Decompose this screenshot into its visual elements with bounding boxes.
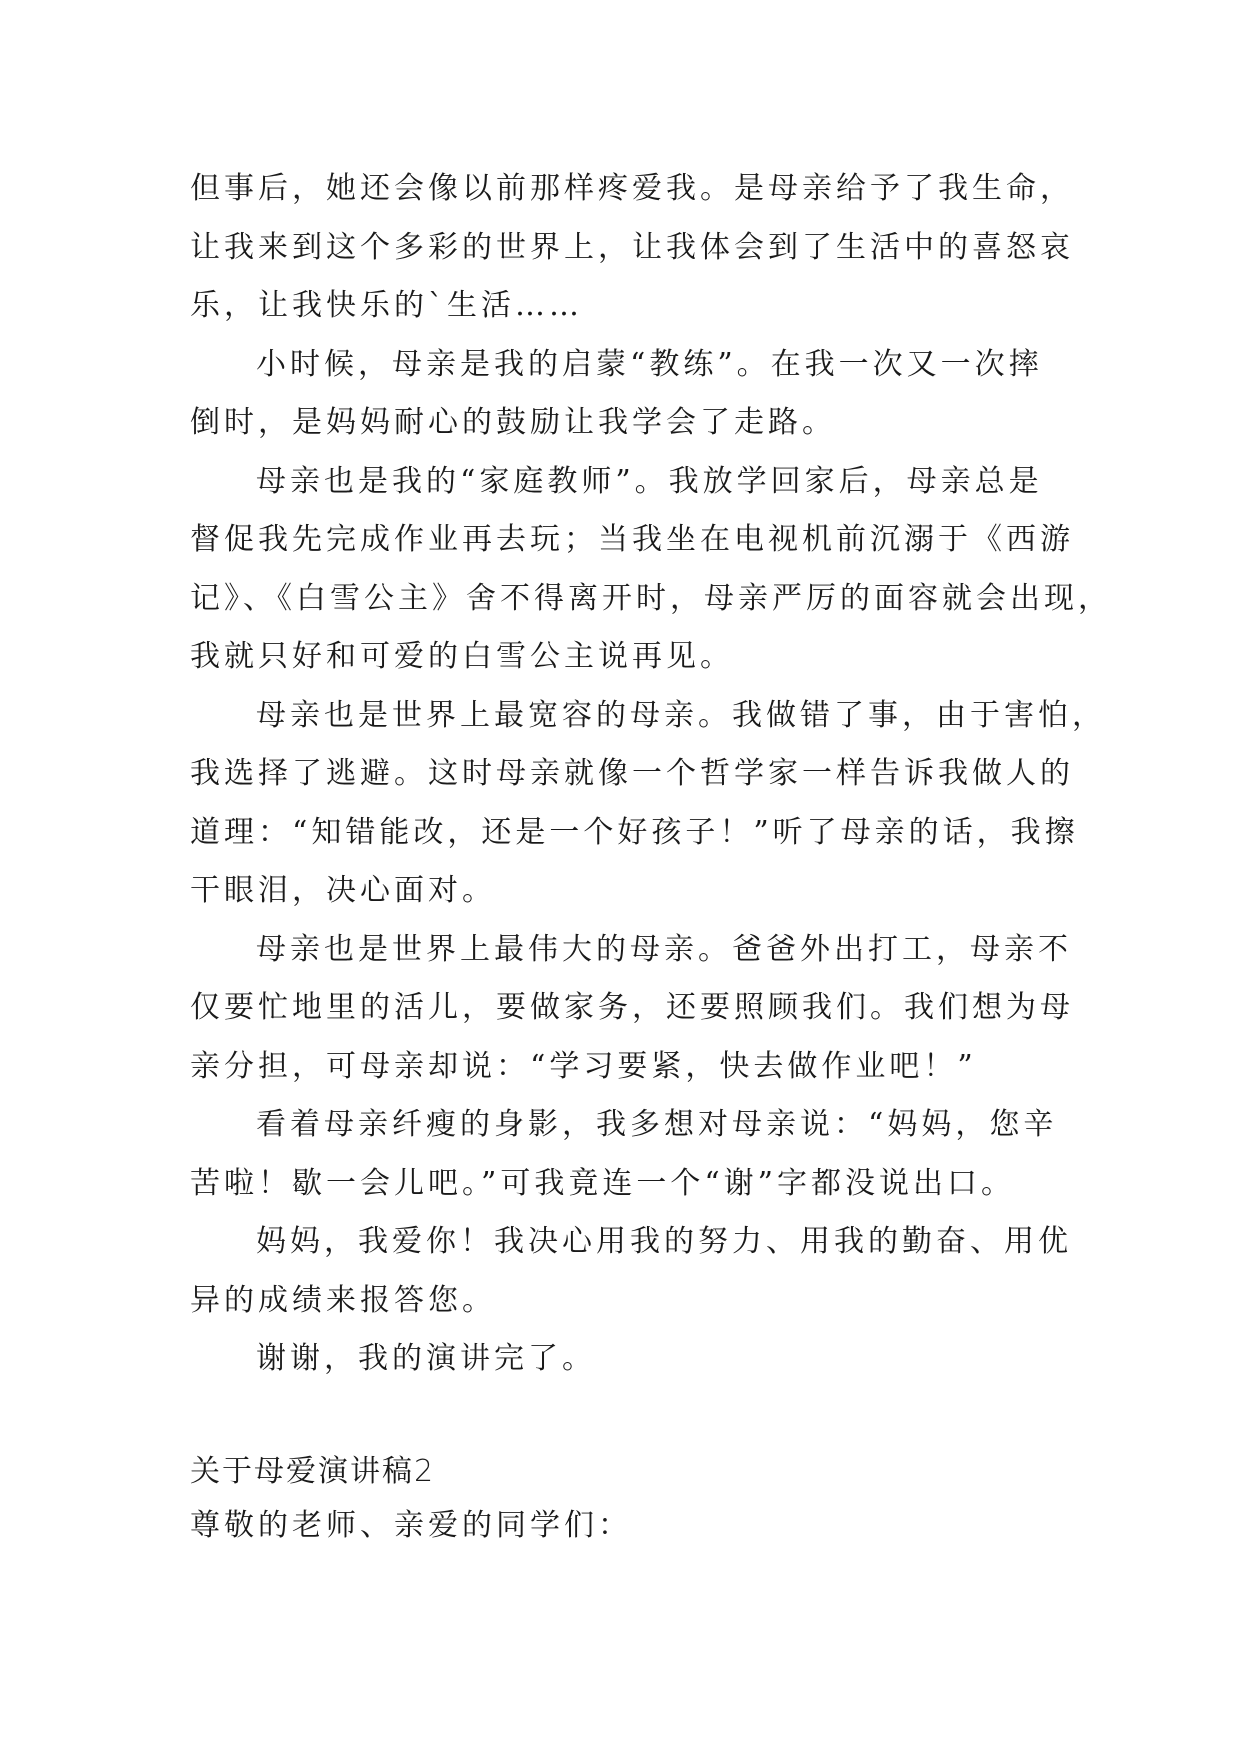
text-line: 异的成绩来报答您。 (190, 1282, 496, 1318)
closing-line: 谢谢，我的演讲完了。 (256, 1341, 596, 1376)
paragraph-start-line: 妈妈，我爱你！我决心用我的努力、用我的勤奋、用优 (256, 1224, 1072, 1259)
paragraph-start-line: 母亲也是我的“家庭教师”。我放学回家后，母亲总是 (256, 463, 1043, 499)
text-line: 让我来到这个多彩的世界上，让我体会到了生活中的喜怒哀 (190, 229, 1074, 265)
text-line: 亲分担，可母亲却说：“学习要紧，快去做作业吧！” (190, 1048, 977, 1084)
text-line: 记》、《白雪公主》舍不得离开时，母亲严厉的面容就会出现， (190, 580, 1112, 616)
paragraph-start-line: 小时候，母亲是我的启蒙“教练”。在我一次又一次摔 (256, 346, 1043, 382)
text-line: 但事后，她还会像以前那样疼爱我。是母亲给予了我生命， (190, 171, 1074, 206)
text-line: 我选择了逃避。这时母亲就像一个哲学家一样告诉我做人的 (190, 756, 1074, 791)
text-line: 干眼泪，决心面对。 (190, 873, 496, 908)
document-body (190, 160, 1112, 1555)
text-line: 督促我先完成作业再去玩；当我坐在电视机前沉溺于《西游 (190, 522, 1074, 557)
salutation-line: 尊敬的老师、亲爱的同学们： (190, 1507, 632, 1543)
paragraph-start-line: 母亲也是世界上最伟大的母亲。爸爸外出打工，母亲不 (256, 931, 1072, 967)
paragraph-start-line: 看着母亲纤瘦的身影，我多想对母亲说：“妈妈，您辛 (256, 1107, 1058, 1142)
text-line: 乐，让我快乐的`生活…… (190, 288, 583, 323)
text-line: 道理：“知错能改，还是一个好孩子！”听了母亲的话，我擦 (190, 814, 1079, 850)
section-title: 关于母爱演讲稿2 (190, 1453, 436, 1489)
section-gap (190, 1389, 1070, 1447)
text-line: 仅要忙地里的活儿，要做家务，还要照顾我们。我们想为母 (190, 990, 1074, 1025)
text-line: 我就只好和可爱的白雪公主说再见。 (190, 639, 734, 674)
text-line: 倒时，是妈妈耐心的鼓励让我学会了走路。 (190, 405, 836, 440)
text-line: 苦啦！歇一会儿吧。”可我竟连一个“谢”字都没说出口。 (190, 1165, 1016, 1201)
paragraph-start-line: 母亲也是世界上最宽容的母亲。我做错了事，由于害怕， (256, 697, 1106, 733)
